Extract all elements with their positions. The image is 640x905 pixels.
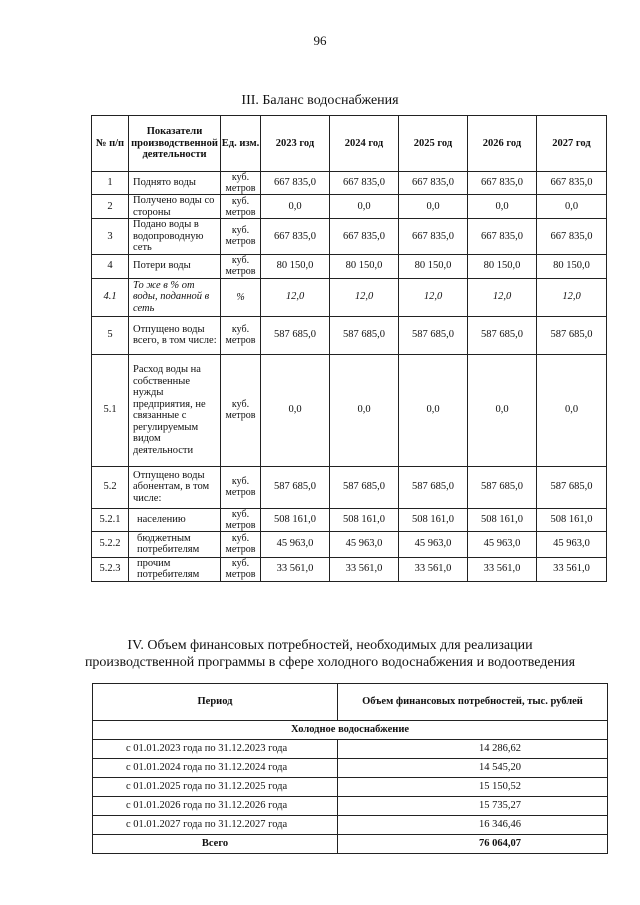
period-cell: с 01.01.2023 года по 31.12.2023 года [93,740,338,759]
unit-cell: % [221,278,261,316]
value-cell: 33 561,0 [468,557,537,581]
unit-cell: куб. метров [221,219,261,255]
column-header: Объем финансовых потребностей, тыс. рублей [338,684,608,721]
table-header-row [92,116,607,172]
value-cell: 45 963,0 [399,531,468,557]
table-row [92,172,607,195]
value-cell: 667 835,0 [468,172,537,195]
value-cell: 45 963,0 [330,531,399,557]
indicator-name: Поднято воды [129,172,221,195]
row-number: 5.2.3 [92,557,129,581]
column-header: 2023 год [261,116,330,172]
unit-cell: куб. метров [221,466,261,508]
total-row [93,835,608,854]
total-amount: 76 064,07 [338,835,608,854]
value-cell: 508 161,0 [468,508,537,531]
value-cell: 12,0 [468,278,537,316]
value-cell: 508 161,0 [399,508,468,531]
section-3-title: III. Баланс водоснабжения [241,93,399,108]
value-cell: 0,0 [537,354,607,466]
row-number: 5 [92,316,129,354]
table-row [92,219,607,255]
value-cell: 12,0 [261,278,330,316]
table-row [92,195,607,219]
value-cell: 587 685,0 [468,466,537,508]
value-cell: 12,0 [330,278,399,316]
unit-cell: куб. метров [221,508,261,531]
table-row [93,759,608,778]
value-cell: 587 685,0 [330,466,399,508]
row-number: 5.2.1 [92,508,129,531]
indicator-name: прочим потребителям [129,557,221,581]
value-cell: 667 835,0 [399,172,468,195]
value-cell: 33 561,0 [537,557,607,581]
column-header: Период [93,684,338,721]
value-cell: 667 835,0 [261,172,330,195]
water-balance-table [91,115,607,582]
row-number: 4 [92,254,129,278]
indicator-name: населению [129,508,221,531]
value-cell: 587 685,0 [330,316,399,354]
value-cell: 0,0 [468,195,537,219]
value-cell: 0,0 [261,195,330,219]
value-cell: 0,0 [330,354,399,466]
unit-cell: куб. метров [221,254,261,278]
value-cell: 0,0 [399,354,468,466]
value-cell: 0,0 [261,354,330,466]
period-cell: с 01.01.2024 года по 31.12.2024 года [93,759,338,778]
column-header: Ед. изм. [221,116,261,172]
group-row [93,721,608,740]
indicator-name: бюджетным потребителям [129,531,221,557]
value-cell: 0,0 [468,354,537,466]
indicator-name: Отпущено воды абонентам, в том числе: [129,466,221,508]
value-cell: 667 835,0 [537,219,607,255]
value-cell: 12,0 [399,278,468,316]
value-cell: 587 685,0 [399,466,468,508]
group-label: Холодное водоснабжение [93,721,608,740]
value-cell: 667 835,0 [468,219,537,255]
value-cell: 508 161,0 [330,508,399,531]
value-cell: 33 561,0 [399,557,468,581]
column-header: 2025 год [399,116,468,172]
table-row [92,508,607,531]
table-row [93,797,608,816]
table-row [92,354,607,466]
value-cell: 80 150,0 [537,254,607,278]
column-header: 2026 год [468,116,537,172]
value-cell: 45 963,0 [537,531,607,557]
row-number: 1 [92,172,129,195]
table-row [93,816,608,835]
financial-needs-table [92,683,608,854]
value-cell: 667 835,0 [261,219,330,255]
unit-cell: куб. метров [221,195,261,219]
period-cell: с 01.01.2026 года по 31.12.2026 года [93,797,338,816]
section-4-title: IV. Объем финансовых потребностей, необходимых для реализации производственной программы в сфере холодного водоснабжения и водоотведения [84,638,576,670]
value-cell: 80 150,0 [330,254,399,278]
value-cell: 587 685,0 [399,316,468,354]
table-row [92,466,607,508]
row-number: 2 [92,195,129,219]
indicator-name: Отпущено воды всего, в том числе: [129,316,221,354]
value-cell: 667 835,0 [537,172,607,195]
column-header: 2027 год [537,116,607,172]
value-cell: 667 835,0 [330,172,399,195]
unit-cell: куб. метров [221,531,261,557]
value-cell: 587 685,0 [537,466,607,508]
row-number: 5.2 [92,466,129,508]
value-cell: 587 685,0 [261,316,330,354]
value-cell: 0,0 [399,195,468,219]
value-cell: 33 561,0 [261,557,330,581]
table-row [92,557,607,581]
amount-cell: 14 545,20 [338,759,608,778]
total-label: Всего [93,835,338,854]
amount-cell: 15 735,27 [338,797,608,816]
indicator-name: Расход воды на собственные нужды предприятия, не связанные с регулируемым видом деятельности [129,354,221,466]
indicator-name: То же в % от воды, поданной в сеть [129,278,221,316]
value-cell: 80 150,0 [468,254,537,278]
unit-cell: куб. метров [221,172,261,195]
unit-cell: куб. метров [221,354,261,466]
table-row [92,254,607,278]
table-row [93,778,608,797]
column-header: 2024 год [330,116,399,172]
value-cell: 667 835,0 [330,219,399,255]
row-number: 4.1 [92,278,129,316]
amount-cell: 14 286,62 [338,740,608,759]
value-cell: 587 685,0 [261,466,330,508]
table-row [92,531,607,557]
column-header: Показатели производственной деятельности [129,116,221,172]
value-cell: 80 150,0 [399,254,468,278]
row-number: 5.1 [92,354,129,466]
value-cell: 667 835,0 [399,219,468,255]
indicator-name: Получено воды со стороны [129,195,221,219]
amount-cell: 16 346,46 [338,816,608,835]
row-number: 5.2.2 [92,531,129,557]
indicator-name: Потери воды [129,254,221,278]
period-cell: с 01.01.2027 года по 31.12.2027 года [93,816,338,835]
value-cell: 587 685,0 [537,316,607,354]
value-cell: 0,0 [330,195,399,219]
table-row [92,278,607,316]
value-cell: 45 963,0 [261,531,330,557]
period-cell: с 01.01.2025 года по 31.12.2025 года [93,778,338,797]
amount-cell: 15 150,52 [338,778,608,797]
column-header: № п/п [92,116,129,172]
value-cell: 80 150,0 [261,254,330,278]
unit-cell: куб. метров [221,316,261,354]
table-header-row [93,684,608,721]
row-number: 3 [92,219,129,255]
indicator-name: Подано воды в водопроводную сеть [129,219,221,255]
table-row [92,316,607,354]
value-cell: 33 561,0 [330,557,399,581]
value-cell: 0,0 [537,195,607,219]
value-cell: 508 161,0 [537,508,607,531]
value-cell: 587 685,0 [468,316,537,354]
unit-cell: куб. метров [221,557,261,581]
value-cell: 12,0 [537,278,607,316]
table-row [93,740,608,759]
page-number: 96 [313,33,327,48]
value-cell: 508 161,0 [261,508,330,531]
value-cell: 45 963,0 [468,531,537,557]
